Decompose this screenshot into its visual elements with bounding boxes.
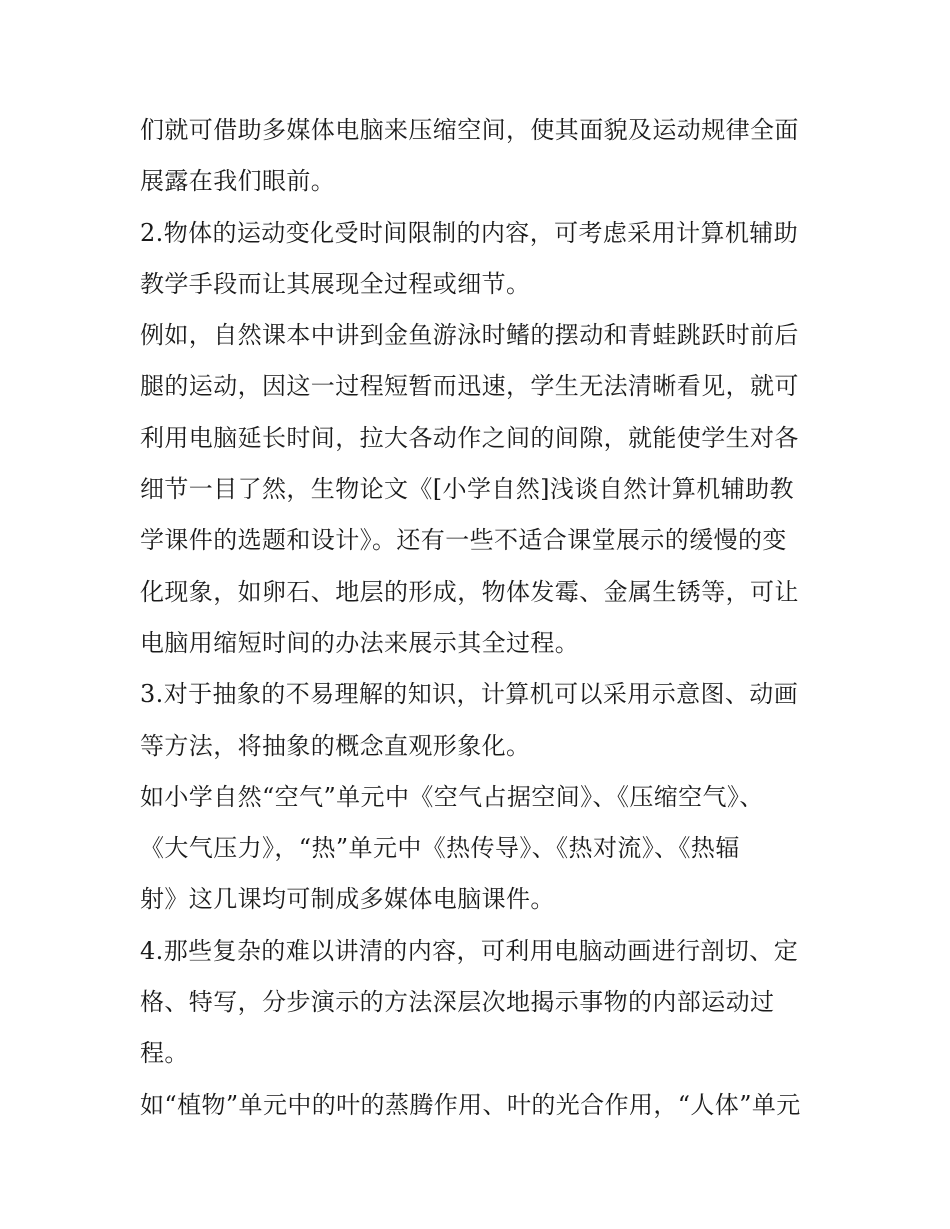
text-line: 格、特写，分步演示的方法深层次地揭示事物的内部运动过 — [140, 988, 775, 1017]
body-text — [140, 105, 820, 1131]
text-line: 们就可借助多媒体电脑来压缩空间，使其面貌及运动规律全面 — [140, 116, 799, 144]
text-line: 程。 — [140, 1039, 189, 1068]
text-line: 4.那些复杂的难以讲清的内容，可利用电脑动画进行剖切、定 — [140, 936, 799, 965]
text-line: 教学手段而让其展现全过程或细节。 — [140, 269, 531, 298]
text-line: 腿的运动，因这一过程短暂而迅速，学生无法清晰看见，就可 — [140, 372, 799, 401]
text-line: 例如，自然课本中讲到金鱼游泳时鳍的摆动和青蛙跳跃时前后 — [140, 321, 799, 350]
text-line: 等方法，将抽象的概念直观形象化。 — [140, 731, 531, 760]
text-line: 射》这几课均可制成多媒体电脑课件。 — [140, 885, 555, 914]
text-line: 学课件的选题和设计》。还有一些不适合课堂展示的缓慢的变 — [140, 526, 787, 555]
text-line: 3.对于抽象的不易理解的知识，计算机可以采用示意图、动画 — [140, 680, 799, 709]
text-line: 展露在我们眼前。 — [140, 167, 336, 196]
text-line: 细节一目了然，生物论文《[小学自然]浅谈自然计算机辅助教 — [140, 475, 794, 504]
text-line: 利用电脑延长时间，拉大各动作之间的间隙，就能使学生对各 — [140, 423, 799, 452]
text-line: 如小学自然“空气”单元中《空气占据空间》、《压缩空气》、 — [140, 782, 764, 811]
text-line: 如“植物”单元中的叶的蒸腾作用、叶的光合作用，“人体”单元 — [140, 1090, 801, 1119]
text-line: 2.物体的运动变化受时间限制的内容，可考虑采用计算机辅助 — [140, 218, 799, 247]
text-line: 化现象，如卵石、地层的形成，物体发霉、金属生锈等，可让 — [140, 577, 799, 606]
text-line: 电脑用缩短时间的办法来展示其全过程。 — [140, 628, 580, 657]
text-line: 《大气压力》，“热”单元中《热传导》、《热对流》、《热辐 — [140, 834, 740, 863]
